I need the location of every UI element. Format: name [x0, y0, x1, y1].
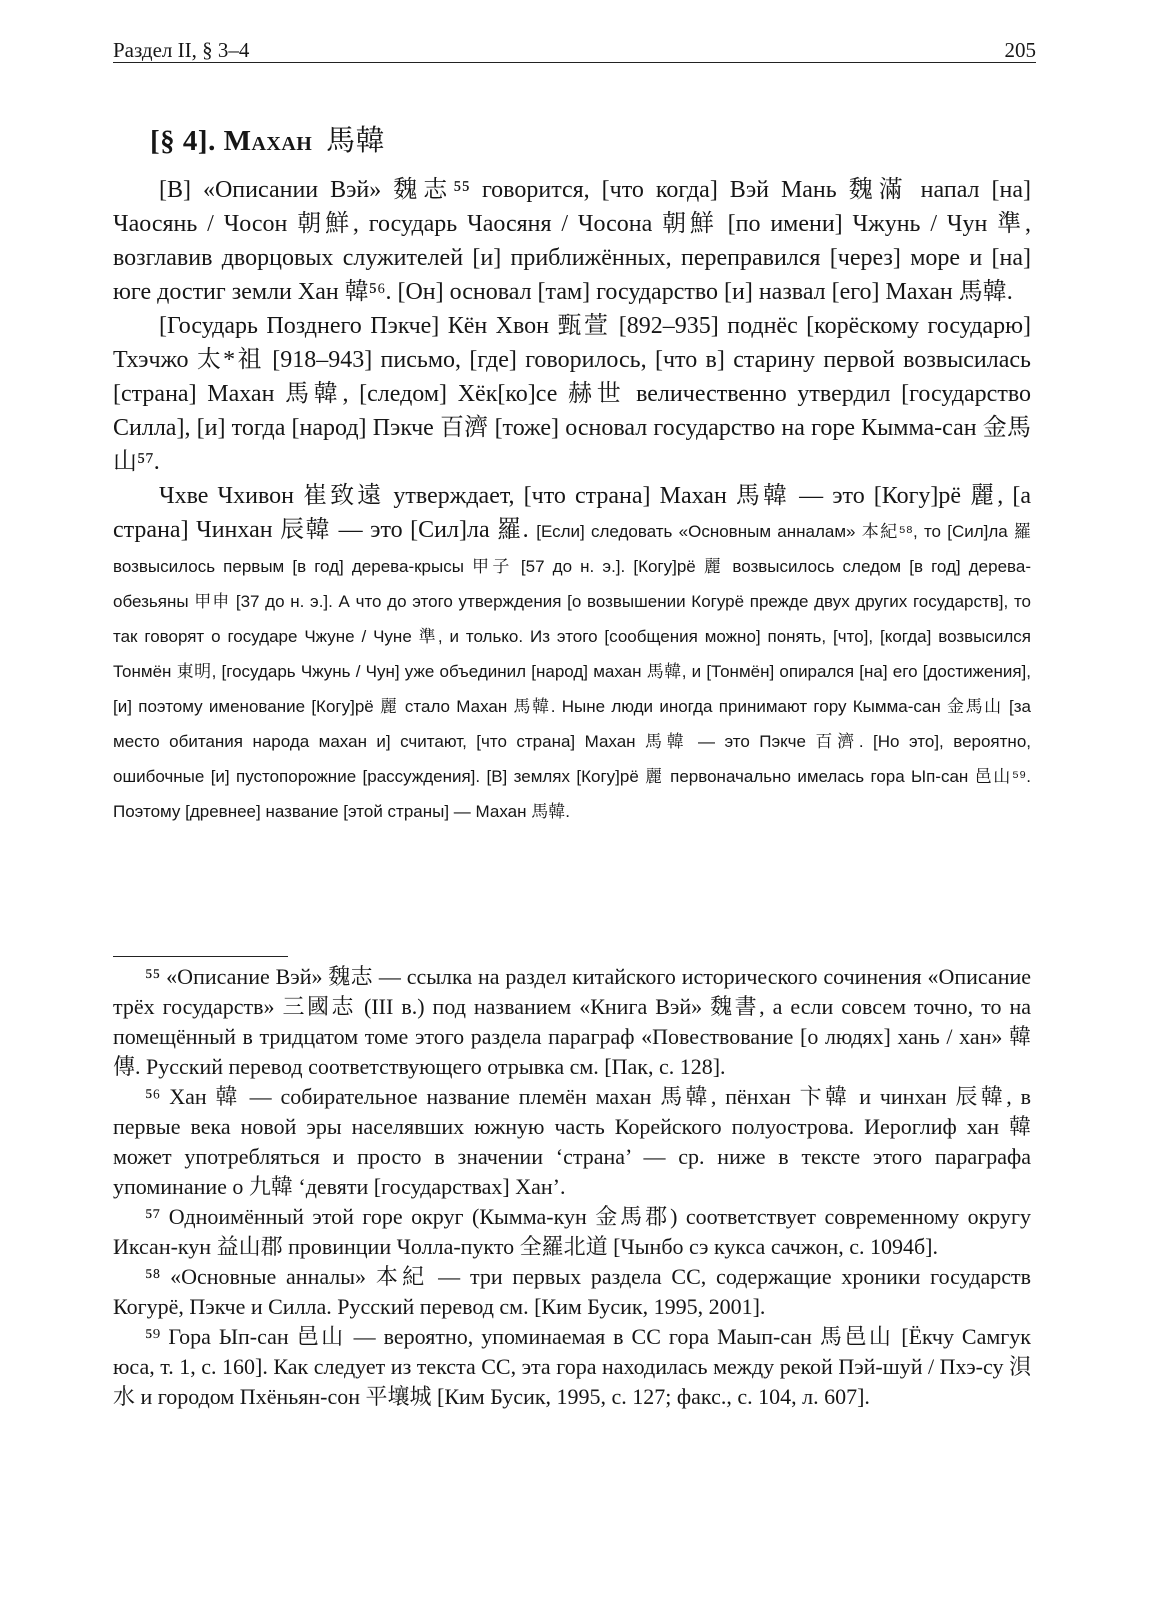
footnote-56: ⁵⁶ Хан 韓 — собирательное название племён махан 馬韓, пёнхан 卞韓 и чинхан 辰韓, в первые века новой эры населявших южную часть Корейского полуострова. Иероглиф хан 韓 может употребляться и просто в значении ‘страна’ — ср. ниже в тексте этого параграфа упоминание о 九韓 ‘девяти [государствах] Хан’.: [113, 1084, 1031, 1199]
paragraph: [Государь Позднего Пэкче] Кён Хвон 甄萱 [892–935] поднёс [корёскому государю] Тхэчжо 太*祖 [918–943] письмо, [где] говорилось, [что в] старину первой возвысилась [страна] Махан 馬韓, [следом] Хёк[ко]се 赫世 величественно утвердил [государство Силла], [и] тогда [народ] Пэкче 百濟 [тоже] основал государство на горе Кымма-сан 金馬山⁵⁷.: [113, 313, 1031, 475]
footnote-57: ⁵⁷ Одноимённый этой горе округ (Кымма-кун 金馬郡) соответствует современному округу Иксан-кун 益山郡 провинции Чолла-пукто 全羅北道 [Чынбо сэ кукса сачжон, с. 1094б].: [113, 1204, 1031, 1259]
footnote-55: ⁵⁵ «Описание Вэй» 魏志 — ссылка на раздел китайского исторического сочинения «Описание трёх государств» 三國志 (III в.) под названием «Книга Вэй» 魏書, а если совсем точно, то на помещённый в тридцатом томе этого раздела параграф «Повествование [о людях] хань / хан» 韓傳. Русский перевод соответствующего отрывка см. [Пак, с. 128].: [113, 964, 1031, 1079]
running-head-section: Раздел II, § 3–4: [113, 38, 250, 62]
footnotes: [113, 962, 1031, 1412]
section-number: [§ 4].: [150, 125, 216, 157]
commentary-small-text: [Если] следовать «Основным анналам» 本紀⁵⁸, то [Сил]ла 羅 возвысилось первым [в год] дерева-крысы 甲子 [57 до н. э.]. [Когу]рё 麗 возвысилось следом [в год] дерева-обезьяны 甲申 [37 до н. э.]. А что до этого утверждения [о возвышении Когурё прежде двух других государств], то так говорят о государе Чжуне / Чуне 準, и только. Из этого [сообщения можно] понять, [что], [когда] возвысился Тонмён 東明, [государь Чжунь / Чун] уже объединил [народ] махан 馬韓, и [Тонмён] опирался [на] его [достижения], [и] поэтому именование [Когу]рё 麗 стало Махан 馬韓. Ныне люди иногда принимают гору Кымма-сан 金馬山 [за место обитания народа махан и] считают, [что страна] Махан 馬韓 — это Пэкче 百濟. [Но это], вероятно, ошибочные [и] пустопорожние [рассуждения]. [В] землях [Когу]рё 麗 первоначально имелась гора Ып-сан 邑山⁵⁹. Поэтому [древнее] название [этой страны] — Махан 馬韓.: [113, 522, 1032, 821]
footnote-59: ⁵⁹ Гора Ып-сан 邑山 — вероятно, упоминаемая в СС гора Маып-сан 馬邑山 [Ёкчу Самгук юса, т. 1, с. 160]. Как следует из текста СС, эта гора находилась между рекой Пэй-шуй / Пхэ-су 浿水 и городом Пхёньян-сон 平壤城 [Ким Бусик, 1995, с. 127; факс., с. 104, л. 607].: [113, 1324, 1031, 1409]
main-text: [113, 173, 1031, 828]
section-name-cjk: 馬韓: [326, 125, 386, 157]
paragraph: [В] «Описании Вэй» 魏志⁵⁵ говорится, [что когда] Вэй Мань 魏滿 напал [на] Чаосянь / Чосон 朝鮮, государь Чаосяня / Чосона 朝鮮 [по имени] Чжунь / Чун 準, возглавив дворцовых служителей [и] приближённых, переправился [через] море и [на] юге достиг земли Хан 韓⁵⁶. [Он] основал [там] государство [и] назвал [его] Махан 馬韓.: [113, 177, 1031, 305]
section-name: Махан: [223, 125, 313, 157]
paragraph: [113, 479, 1031, 828]
page-number: 205: [1004, 38, 1036, 62]
running-head: [113, 38, 1036, 63]
footnote-rule: [113, 956, 288, 957]
footnote-58: ⁵⁸ «Основные анналы» 本紀 — три первых раздела СС, содержащие хроники государств Когурё, Пэкче и Силла. Русский перевод см. [Ким Бусик, 1995, 2001].: [113, 1264, 1031, 1319]
section-title: [150, 118, 385, 159]
paragraph-main-text: Чхве Чхивон 崔致遠 утверждает, [что страна] Махан 馬韓 — это [Когу]рё 麗, [а страна] Чинхан 辰韓 — это [Сил]ла 羅.: [113, 483, 1031, 543]
